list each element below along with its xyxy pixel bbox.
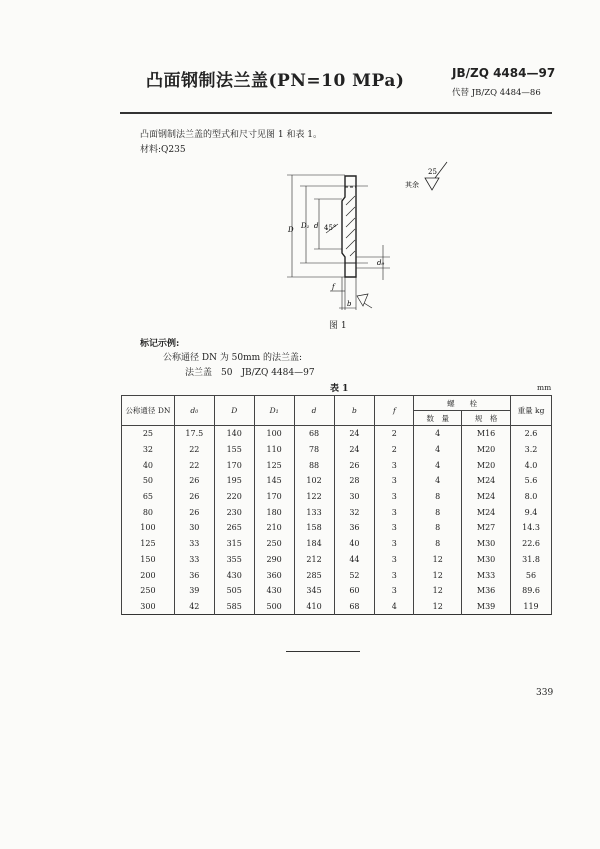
table-cell: M16 [462, 426, 511, 442]
table-cell: 170 [214, 457, 254, 473]
table-cell: 4 [414, 473, 462, 489]
table-cell: 3 [375, 536, 414, 552]
flange-dimension-table [121, 395, 552, 615]
table-row [122, 473, 552, 489]
label-D: D [288, 226, 294, 234]
table-cell: 4.0 [511, 457, 552, 473]
table-cell: 3 [375, 489, 414, 505]
table-cell: 25 [122, 426, 175, 442]
label-d0: d₀ [377, 259, 385, 267]
table-cell: 60 [334, 583, 375, 599]
table-row [122, 489, 552, 505]
table-cell: 12 [414, 583, 462, 599]
table-cell: 150 [122, 552, 175, 568]
table-cell: 158 [294, 520, 334, 536]
table-cell: 8 [414, 489, 462, 505]
table-cell: 265 [214, 520, 254, 536]
table-cell: 36 [174, 567, 214, 583]
table-cell: 26 [174, 489, 214, 505]
table-cell: 3 [375, 457, 414, 473]
table-row [122, 504, 552, 520]
table-cell: 39 [174, 583, 214, 599]
label-d: d [314, 222, 319, 230]
table-cell: 42 [174, 599, 214, 615]
table-cell: 24 [334, 426, 375, 442]
table-row [122, 583, 552, 599]
table-cell: 155 [214, 442, 254, 458]
table-cell: 12 [414, 599, 462, 615]
table-cell: 26 [174, 473, 214, 489]
table-row [122, 457, 552, 473]
table-cell: 3 [375, 583, 414, 599]
table-cell: 8 [414, 504, 462, 520]
table-cell: 89.6 [511, 583, 552, 599]
footer-rule [286, 651, 360, 652]
roughness-label: 其余 [405, 181, 419, 189]
table-cell: 12 [414, 552, 462, 568]
table-cell: 3 [375, 552, 414, 568]
table-cell: 119 [511, 599, 552, 615]
table-cell: 3.2 [511, 442, 552, 458]
label-D1: D₁ [301, 222, 310, 230]
table-cell: 68 [294, 426, 334, 442]
header-bolt: 螺 栓 [414, 396, 511, 411]
table-cell: 33 [174, 536, 214, 552]
header-D1: D₁ [254, 396, 294, 426]
table-cell: 360 [254, 567, 294, 583]
table-row [122, 520, 552, 536]
table-cell: 88 [294, 457, 334, 473]
table-cell: 14.3 [511, 520, 552, 536]
table-cell: 36 [334, 520, 375, 536]
table-cell: 410 [294, 599, 334, 615]
table-cell: 200 [122, 567, 175, 583]
table-cell: 65 [122, 489, 175, 505]
material-text: 材料:Q235 [140, 145, 186, 155]
table-cell: 3 [375, 473, 414, 489]
table-cell: 2 [375, 426, 414, 442]
table-cell: 125 [254, 457, 294, 473]
table-cell: 250 [122, 583, 175, 599]
table-unit: mm [537, 383, 552, 392]
table-cell: 50 [122, 473, 175, 489]
table-cell: 430 [214, 567, 254, 583]
table-cell: 100 [122, 520, 175, 536]
header-d0: d₀ [174, 396, 214, 426]
table-row [122, 426, 552, 442]
table-cell: 32 [334, 504, 375, 520]
table-cell: 3 [375, 520, 414, 536]
table-cell: 31.8 [511, 552, 552, 568]
table-cell: 250 [254, 536, 294, 552]
table-cell: 100 [254, 426, 294, 442]
table-row [122, 599, 552, 615]
table-cell: 30 [334, 489, 375, 505]
table-cell: 22 [174, 457, 214, 473]
table-cell: 78 [294, 442, 334, 458]
table-cell: 140 [214, 426, 254, 442]
table-cell: 3 [375, 504, 414, 520]
table-cell: 68 [334, 599, 375, 615]
table-cell: 145 [254, 473, 294, 489]
header-d: d [294, 396, 334, 426]
table-cell: 2 [375, 442, 414, 458]
table-cell: 56 [511, 567, 552, 583]
table-cell: 8 [414, 536, 462, 552]
header-bolt-qty: 数 量 [414, 411, 462, 426]
table-cell: 80 [122, 504, 175, 520]
table-cell: 17.5 [174, 426, 214, 442]
page-number: 339 [536, 688, 554, 698]
table-cell: 500 [254, 599, 294, 615]
header-b: b [334, 396, 375, 426]
table-cell: 230 [214, 504, 254, 520]
table-cell: 102 [294, 473, 334, 489]
table-cell: 505 [214, 583, 254, 599]
standard-number: JB/ZQ 4484—97 [452, 66, 556, 80]
table-cell: 184 [294, 536, 334, 552]
table-row [122, 536, 552, 552]
table-cell: 290 [254, 552, 294, 568]
replaces-standard: 代替 JB/ZQ 4484—86 [452, 88, 541, 98]
roughness-value: 25 [428, 168, 437, 176]
table-cell: 3 [375, 567, 414, 583]
header-weight: 重量 kg [511, 396, 552, 426]
marking-example: 法兰盖 50 JB/ZQ 4484—97 [185, 368, 315, 378]
table-cell: 125 [122, 536, 175, 552]
table-cell: 12 [414, 567, 462, 583]
table-cell: 24 [334, 442, 375, 458]
header-bolt-spec: 规 格 [462, 411, 511, 426]
table-cell: 220 [214, 489, 254, 505]
figure-caption: 图 1 [329, 321, 347, 331]
table-cell: M33 [462, 567, 511, 583]
table-cell: 4 [414, 426, 462, 442]
intro-text: 凸面钢制法兰盖的型式和尺寸见图 1 和表 1。 [140, 130, 323, 140]
label-b: b [347, 300, 352, 308]
table-cell: 44 [334, 552, 375, 568]
table-cell: 210 [254, 520, 294, 536]
table-cell: M24 [462, 489, 511, 505]
table-cell: 285 [294, 567, 334, 583]
table-cell: 4 [414, 442, 462, 458]
table-cell: M36 [462, 583, 511, 599]
table-row [122, 567, 552, 583]
header-f: f [375, 396, 414, 426]
table-cell: 33 [174, 552, 214, 568]
table-cell: 2.6 [511, 426, 552, 442]
table-cell: 110 [254, 442, 294, 458]
table-cell: 212 [294, 552, 334, 568]
table-cell: 8 [414, 520, 462, 536]
table-cell: 9.4 [511, 504, 552, 520]
table-caption: 表 1 [330, 384, 349, 394]
table-cell: 40 [122, 457, 175, 473]
table-cell: 315 [214, 536, 254, 552]
table-cell: 28 [334, 473, 375, 489]
marking-description: 公称通径 DN 为 50mm 的法兰盖: [163, 353, 303, 363]
table-cell: 22.6 [511, 536, 552, 552]
table-cell: 30 [174, 520, 214, 536]
table-cell: 430 [254, 583, 294, 599]
table-cell: M20 [462, 457, 511, 473]
table-cell: M24 [462, 473, 511, 489]
table-cell: 133 [294, 504, 334, 520]
table-cell: 52 [334, 567, 375, 583]
table-cell: 585 [214, 599, 254, 615]
page-title: 凸面钢制法兰盖(PN=10 MPa) [146, 71, 405, 91]
table-cell: M24 [462, 504, 511, 520]
table-cell: 22 [174, 442, 214, 458]
table-cell: 170 [254, 489, 294, 505]
marking-heading: 标记示例: [140, 339, 180, 349]
table-cell: 122 [294, 489, 334, 505]
table-cell: 195 [214, 473, 254, 489]
table-cell: 26 [334, 457, 375, 473]
table-cell: 32 [122, 442, 175, 458]
label-angle: 45° [324, 224, 337, 232]
header-dn: 公称通径 DN [122, 396, 175, 426]
table-cell: 26 [174, 504, 214, 520]
table-row [122, 442, 552, 458]
table-cell: 300 [122, 599, 175, 615]
flange-cover-drawing [270, 160, 470, 335]
table-cell: M39 [462, 599, 511, 615]
table-cell: M30 [462, 552, 511, 568]
header-D: D [214, 396, 254, 426]
table-cell: 4 [414, 457, 462, 473]
table-cell: 355 [214, 552, 254, 568]
table-cell: M30 [462, 536, 511, 552]
table-cell: 8.0 [511, 489, 552, 505]
table-cell: M27 [462, 520, 511, 536]
table-cell: 40 [334, 536, 375, 552]
table-row [122, 552, 552, 568]
label-f: f [332, 283, 335, 291]
table-cell: 345 [294, 583, 334, 599]
table-cell: 4 [375, 599, 414, 615]
table-cell: 180 [254, 504, 294, 520]
table-cell: 5.6 [511, 473, 552, 489]
table-cell: M20 [462, 442, 511, 458]
header-rule [120, 112, 552, 114]
